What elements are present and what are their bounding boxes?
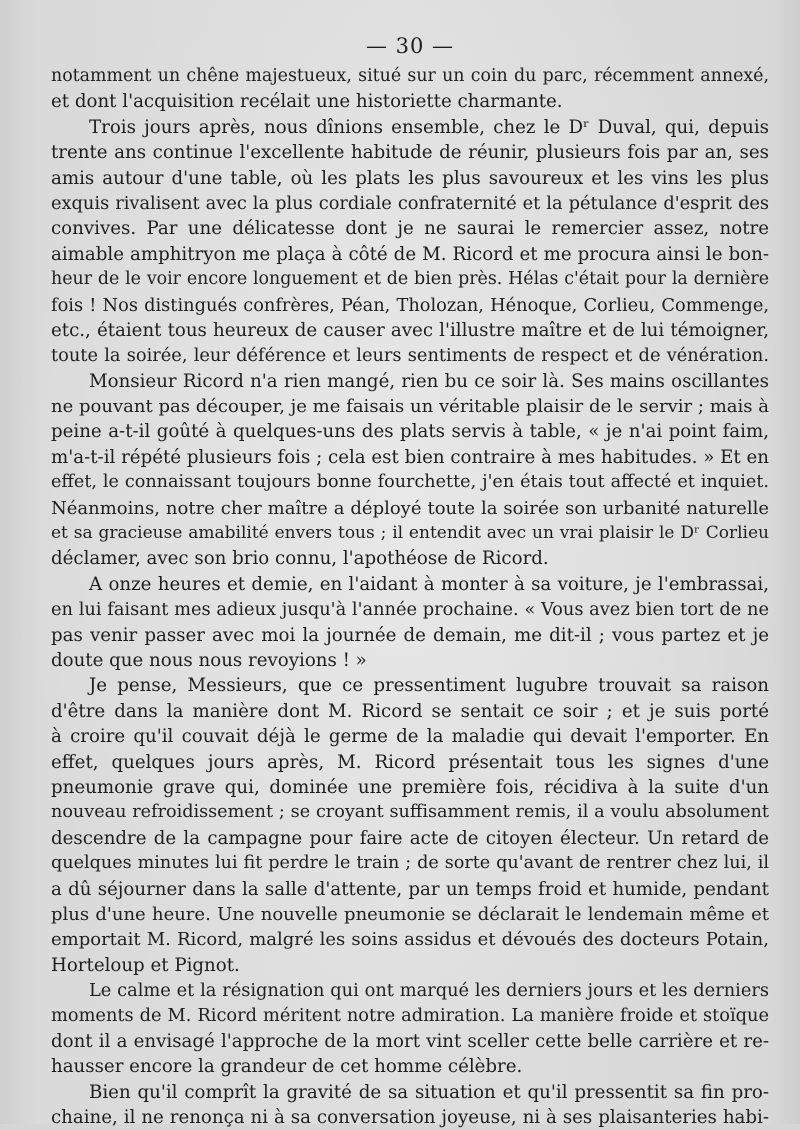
text-line: etc., étaient tous heureux de causer avec l'illustre maître et de lui témoigner, (51, 319, 769, 341)
text-line: notamment un chêne majestueux, situé sur un coin du parc, récemment annexé, (51, 66, 769, 86)
text-line: convives. Par une délicatesse dont je ne saurai le remercier assez, notre (51, 218, 769, 240)
text-line: à croire qu'il couvait déjà le germe de la maladie qui devait l'emporter. En (51, 726, 769, 748)
text-line: exquis rivalisent avec la plus cordiale confraternité et la pétulance d'esprit des (51, 192, 769, 214)
text-line: effet, le connaissant toujours bonne fourchette, j'en étais tout affecté et inquiet. (51, 472, 769, 493)
text-line: moments de M. Ricord méritent notre admiration. La manière froide et stoïque (51, 1005, 769, 1027)
text-line: aimable amphitryon me plaça à côté de M. Ricord et me procura ainsi le bon- (51, 243, 769, 265)
text-line: et dont l'acquisition recélait une historiette charmante. (51, 91, 563, 113)
text-line: Monsieur Ricord n'a rien mangé, rien bu ce soir là. Ses mains oscillantes (89, 370, 769, 392)
text-line: et sa gracieuse amabilité envers tous ; il entendit avec un vrai plaisir le Dʳ Corlieu (51, 523, 769, 544)
text-line: peine a-t-il goûté à quelques-uns des plats servis à table, « je n'ai point faim, (51, 421, 769, 443)
body-text (51, 64, 769, 1130)
text-line: Bien qu'il comprît la gravité de sa situation et qu'il pressentit sa fin pro- (89, 1081, 769, 1103)
text-line: amis autour d'une table, où les plats les plus savoureux et les vins les plus (51, 167, 769, 189)
text-line: Néanmoins, notre cher maître a déployé toute la soirée son urbanité naturelle (51, 497, 769, 519)
text-line: descendre de la campagne pour faire acte de citoyen électeur. Un retard de (51, 827, 769, 849)
text-line: fois ! Nos distingués confrères, Péan, Tholozan, Hénoque, Corlieu, Commenge, (51, 294, 769, 316)
text-line: Horteloup et Pignot. (51, 954, 240, 976)
text-line: trente ans continue l'excellente habitude de réunir, plusieurs fois par an, ses (51, 142, 769, 164)
text-line: pneumonie grave qui, dominée une première fois, récidiva à la suite d'un (51, 776, 769, 798)
text-line: Je pense, Messieurs, que ce pressentiment lugubre trouvait sa raison (89, 675, 769, 697)
page-number: — 30 — (365, 34, 455, 58)
text-line: déclamer, avec son brio connu, l'apothéose de Ricord. (51, 548, 549, 570)
text-line: hausser encore la grandeur de cet homme célèbre. (51, 1056, 523, 1078)
text-line: heur de le voir encore longuement et de bien près. Hélas c'était pour la dernière (51, 269, 769, 290)
text-line: nouveau refroidissement ; se croyant suffisamment remis, il a voulu absolument (51, 802, 769, 823)
text-line: m'a-t-il répété plusieurs fois ; cela est bien contraire à mes habitudes. » Et en (51, 446, 769, 468)
text-line: en lui faisant mes adieux jusqu'à l'année prochaine. « Vous avez bien tort de ne (51, 599, 769, 621)
text-line: Le calme et la résignation qui ont marqué les derniers jours et les derniers (89, 980, 769, 1002)
text-line: Trois jours après, nous dînions ensemble, chez le Dʳ Duval, qui, depuis (89, 116, 769, 138)
text-line: quelques minutes lui fit perdre le train ; de sorte qu'avant de rentrer chez lui, il (51, 853, 769, 874)
text-line: effet, quelques jours après, M. Ricord présentait tous les signes d'une (51, 751, 769, 773)
text-line: pas venir passer avec moi la journée de demain, me dit-il ; vous partez et je (51, 624, 769, 646)
text-line: A onze heures et demie, en l'aidant à monter à sa voiture, je l'embrassai, (89, 573, 769, 595)
text-line: d'être dans la manière dont M. Ricord se sentait ce soir ; et je suis porté (51, 700, 769, 722)
text-line: dont il a envisagé l'approche de la mort vint sceller cette belle carrière et re- (51, 1030, 769, 1052)
text-line: doute que nous nous revoyions ! » (51, 649, 367, 671)
text-line: toute la soirée, leur déférence et leurs sentiments de respect et de vénération. (51, 345, 769, 367)
text-line: emportait M. Ricord, malgré les soins assidus et dévoués des docteurs Potain, (51, 929, 769, 951)
text-line: ne pouvant pas découper, je me faisais un véritable plaisir de le servir ; mais à (51, 396, 769, 418)
text-line: chaine, il ne renonça ni à sa conversation joyeuse, ni à ses plaisanteries habi- (51, 1107, 769, 1129)
text-line: a dû séjourner dans la salle d'attente, par un temps froid et humide, pendant (51, 878, 769, 900)
text-line: plus d'une heure. Une nouvelle pneumonie se déclarait le lendemain même et (51, 903, 769, 925)
